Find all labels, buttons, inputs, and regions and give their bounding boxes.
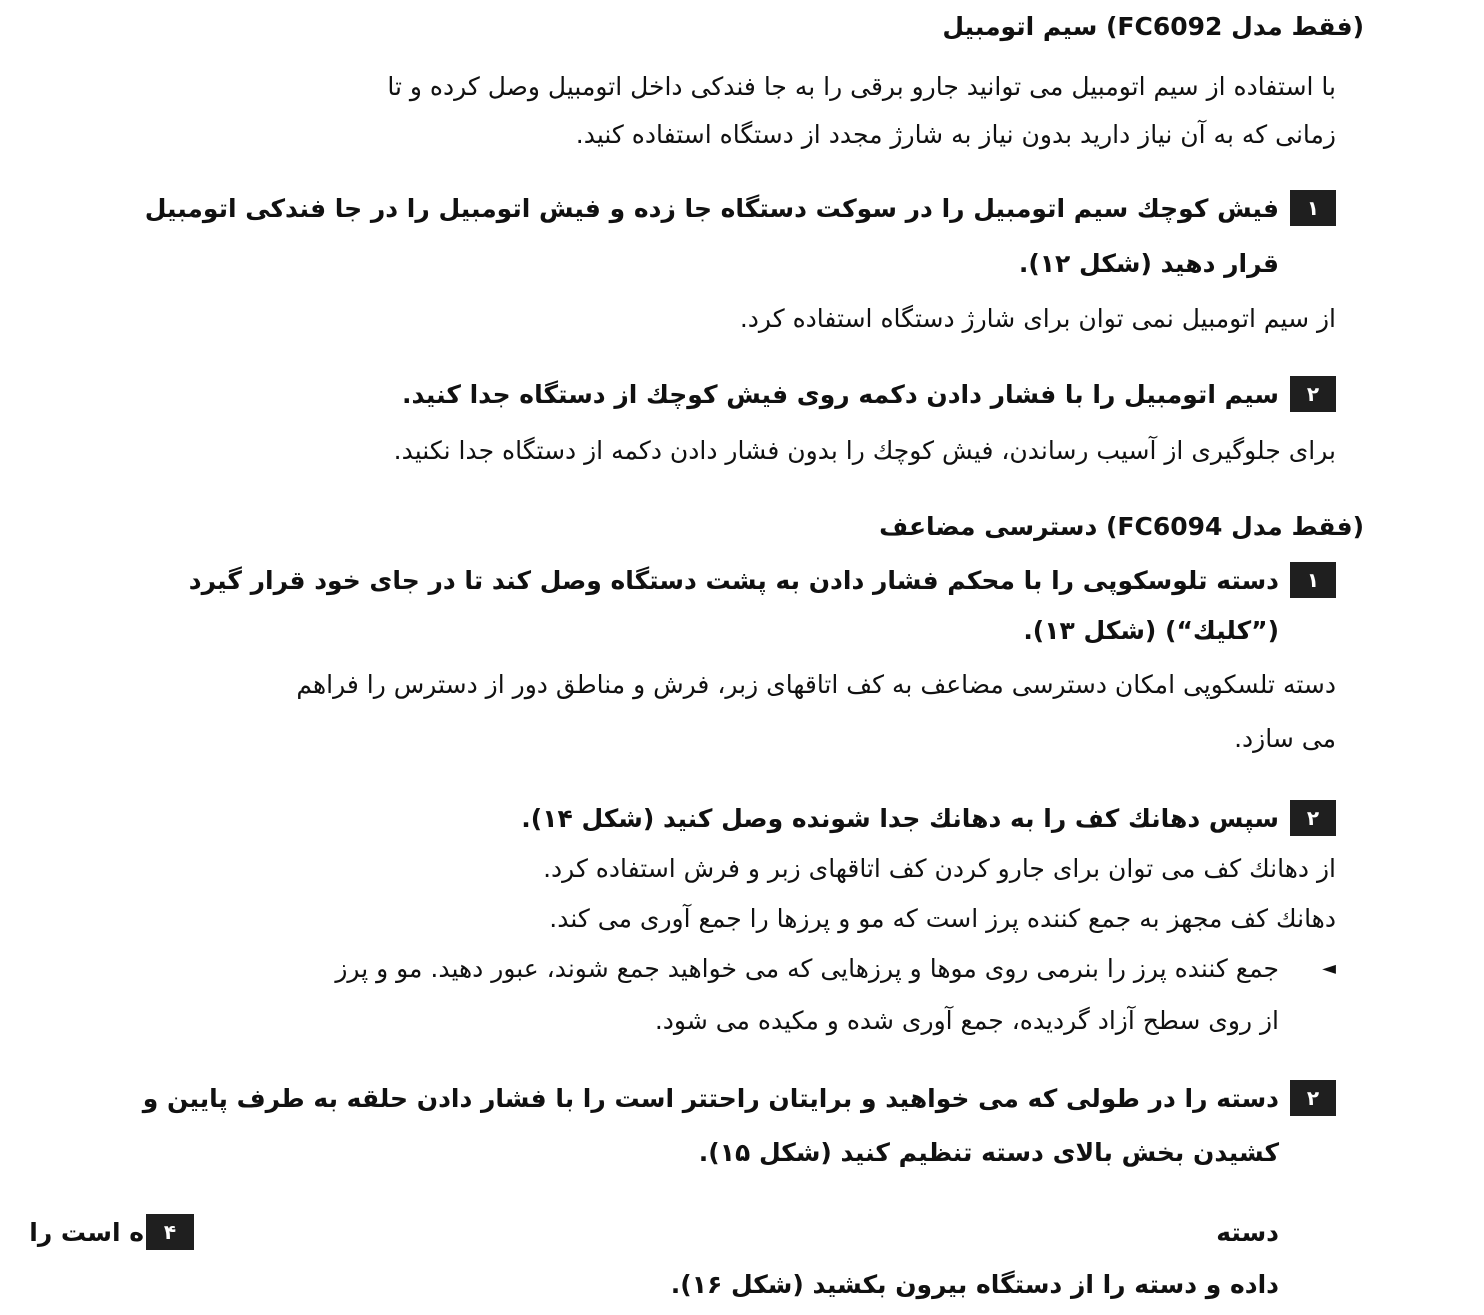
step-instruction: داده و دسته را از دستگاه بیرون بکشید (شکل ۱۶). [670,1270,1279,1299]
step-instruction: قرار دهید (شکل ۱۲). [1018,249,1279,278]
intro-line: زمانی که به آن نیاز دارید بدون نیاز به شارژ مجدد از دستگاه استفاده کنید. [575,120,1336,149]
step-note: دسته تلسکوپی امکان دسترسی مضاعف به کف اتاقهای زبر، فرش و مناطق دور از دسترس را فراهم [296,670,1336,699]
step-note: از دهانك کف می توان برای جارو کردن کف اتاقهای زبر و فرش استفاده کرد. [543,854,1336,883]
step-instruction: دسته تلوسکوپی را با محکم فشار دادن به پشت دستگاه وصل کند تا در جای خود قرار گیرد [188,566,1279,595]
step-instruction: دسته را در طولی که می خواهید و برایتان راحتتر است را با فشار دادن حلقه به طرف پایین و [142,1084,1279,1113]
step-instruction: دسته [1216,1218,1279,1247]
step-number-badge: ۲ [1290,376,1336,412]
bullet-text: از روی سطح آزاد گردیده، جمع آوری شده و مکیده می شود. [654,1006,1279,1035]
bullet-text: جمع کننده پرز را بنرمی روی موها و پرزهایی که می خواهید جمع شوند، عبور دهید. مو و پرز [335,954,1279,983]
step-number-badge: ۲ [1290,800,1336,836]
intro-line: با استفاده از سیم اتومبیل می توانید جارو برقی را به جا فندکی داخل اتومبیل وصل کرده و تا [387,72,1336,101]
step-number-badge: ۴ [146,1214,194,1250]
step-number-badge: ۱ [1290,562,1336,598]
section-heading-car-cord: (فقط مدل FC6092) سیم اتومبیل [942,12,1364,41]
step-instruction: (”کلیك“) (شکل ۱۳). [1023,616,1279,645]
step-instruction: کشیدن بخش بالای دسته تنظیم کنید (شکل ۱۵). [698,1138,1279,1167]
step-instruction: فیش کوچك سیم اتومبیل را در سوکت دستگاه جا زده و فیش اتومبیل را در جا فندکی اتومبیل [144,194,1279,223]
step-note: می سازد. [1234,724,1336,753]
step-number-badge: ۱ [1290,190,1336,226]
step-note: دهانك کف مجهز به جمع کننده پرز است که مو و پرزها را جمع آوری می کند. [549,904,1336,933]
cutoff-text: ه است را [29,1218,144,1247]
step-instruction: سیم اتومبیل را با فشار دادن دکمه روی فیش کوچك از دستگاه جدا کنید. [401,380,1279,409]
step-instruction: سپس دهانك کف را به دهانك جدا شونده وصل کنید (شکل ۱۴). [521,804,1279,833]
section-heading-double-reach: (فقط مدل FC6094) دسترسی مضاعف [879,512,1364,541]
step-number-badge: ۲ [1290,1080,1336,1116]
step-note: برای جلوگیری از آسیب رساندن، فیش کوچك را بدون فشار دادن دکمه از دستگاه جدا نکنید. [393,436,1336,465]
triangle-left-icon: ◄ [1322,958,1336,979]
step-note: از سیم اتومبیل نمی توان برای شارژ دستگاه استفاده کرد. [739,304,1336,333]
